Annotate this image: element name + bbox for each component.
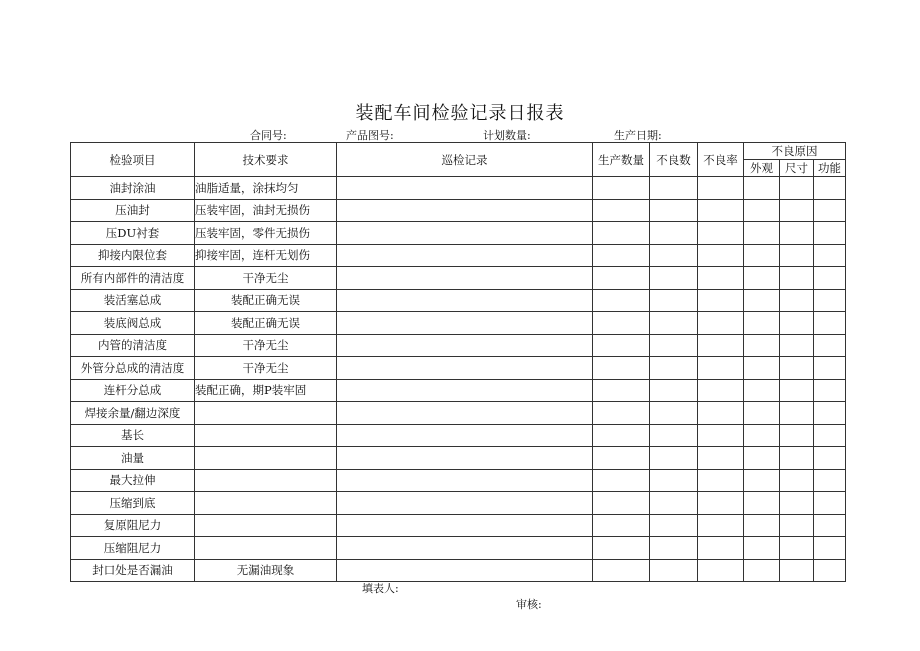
row-requirement: 油脂适量，涂抹均匀 — [195, 177, 337, 200]
row-cause-function[interactable] — [814, 447, 846, 470]
row-defect-count[interactable] — [650, 177, 698, 200]
table-row — [71, 222, 846, 245]
row-requirement: 装配正确无误 — [195, 289, 337, 312]
row-cause-function[interactable] — [814, 424, 846, 447]
row-production-qty[interactable] — [593, 379, 650, 402]
row-defect-count[interactable] — [650, 424, 698, 447]
row-cause-appearance[interactable] — [744, 447, 780, 470]
row-cause-appearance[interactable] — [744, 469, 780, 492]
header-cause-dimension: 尺寸 — [780, 160, 814, 177]
row-requirement: 抑接牢固，连杆无划伤 — [195, 244, 337, 267]
row-defect-rate[interactable] — [698, 267, 744, 290]
row-cause-appearance[interactable] — [744, 222, 780, 245]
row-cause-appearance[interactable] — [744, 334, 780, 357]
row-defect-count[interactable] — [650, 492, 698, 515]
row-requirement — [195, 447, 337, 470]
row-cause-function[interactable] — [814, 312, 846, 335]
row-cause-dimension[interactable] — [780, 402, 814, 425]
row-cause-function[interactable] — [814, 244, 846, 267]
row-patrol-record[interactable] — [337, 357, 593, 380]
row-defect-count[interactable] — [650, 222, 698, 245]
header-production-qty: 生产数量 — [593, 143, 650, 177]
row-requirement: 干净无尘 — [195, 357, 337, 380]
row-requirement: 干净无尘 — [195, 334, 337, 357]
row-cause-function[interactable] — [814, 492, 846, 515]
row-cause-dimension[interactable] — [780, 199, 814, 222]
row-patrol-record[interactable] — [337, 312, 593, 335]
row-defect-rate[interactable] — [698, 312, 744, 335]
row-production-qty[interactable] — [593, 312, 650, 335]
row-item: 焊接余量/翻边深度 — [71, 402, 195, 425]
row-patrol-record[interactable] — [337, 537, 593, 560]
row-cause-appearance[interactable] — [744, 402, 780, 425]
row-cause-appearance[interactable] — [744, 537, 780, 560]
row-defect-rate[interactable] — [698, 222, 744, 245]
row-cause-dimension[interactable] — [780, 379, 814, 402]
table-row — [71, 312, 846, 335]
row-patrol-record[interactable] — [337, 289, 593, 312]
table-row — [71, 559, 846, 582]
row-defect-rate[interactable] — [698, 514, 744, 537]
table-row — [71, 402, 846, 425]
row-defect-count[interactable] — [650, 199, 698, 222]
row-defect-count[interactable] — [650, 312, 698, 335]
header-defect-rate: 不良率 — [698, 143, 744, 177]
row-cause-appearance[interactable] — [744, 177, 780, 200]
row-production-qty[interactable] — [593, 447, 650, 470]
row-defect-count[interactable] — [650, 334, 698, 357]
row-defect-count[interactable] — [650, 537, 698, 560]
row-patrol-record[interactable] — [337, 267, 593, 290]
table-row — [71, 424, 846, 447]
row-cause-dimension[interactable] — [780, 424, 814, 447]
row-defect-count[interactable] — [650, 289, 698, 312]
row-requirement — [195, 424, 337, 447]
row-defect-rate[interactable] — [698, 379, 744, 402]
row-cause-dimension[interactable] — [780, 537, 814, 560]
row-item: 复原阻尼力 — [71, 514, 195, 537]
row-defect-count[interactable] — [650, 559, 698, 582]
row-item: 压DU衬套 — [71, 222, 195, 245]
row-cause-appearance[interactable] — [744, 312, 780, 335]
row-production-qty[interactable] — [593, 244, 650, 267]
row-defect-rate[interactable] — [698, 177, 744, 200]
row-defect-rate[interactable] — [698, 199, 744, 222]
inspection-table — [70, 142, 846, 582]
row-patrol-record[interactable] — [337, 334, 593, 357]
row-requirement — [195, 492, 337, 515]
row-cause-appearance[interactable] — [744, 559, 780, 582]
row-patrol-record[interactable] — [337, 244, 593, 267]
row-patrol-record[interactable] — [337, 514, 593, 537]
row-production-qty[interactable] — [593, 357, 650, 380]
header-row-top — [71, 143, 846, 160]
row-defect-count[interactable] — [650, 402, 698, 425]
table-row — [71, 244, 846, 267]
row-requirement: 装配正确，期P装牢固 — [195, 379, 337, 402]
row-production-qty[interactable] — [593, 424, 650, 447]
row-cause-dimension[interactable] — [780, 222, 814, 245]
row-production-qty[interactable] — [593, 492, 650, 515]
table-row — [71, 199, 846, 222]
row-defect-rate[interactable] — [698, 244, 744, 267]
table-row — [71, 537, 846, 560]
row-defect-rate[interactable] — [698, 334, 744, 357]
row-requirement: 装配正确无误 — [195, 312, 337, 335]
row-defect-rate[interactable] — [698, 447, 744, 470]
row-cause-dimension[interactable] — [780, 289, 814, 312]
row-cause-appearance[interactable] — [744, 357, 780, 380]
row-requirement: 干净无尘 — [195, 267, 337, 290]
row-cause-dimension[interactable] — [780, 177, 814, 200]
row-item: 内管的清洁度 — [71, 334, 195, 357]
row-cause-appearance[interactable] — [744, 514, 780, 537]
row-production-qty[interactable] — [593, 514, 650, 537]
report-title: 装配车间检验记录日报表 — [355, 103, 565, 124]
row-requirement — [195, 469, 337, 492]
row-cause-function[interactable] — [814, 177, 846, 200]
row-cause-appearance[interactable] — [744, 379, 780, 402]
header-cause-function: 功能 — [814, 160, 846, 177]
row-cause-function[interactable] — [814, 334, 846, 357]
table-row — [71, 492, 846, 515]
row-item: 装活塞总成 — [71, 289, 195, 312]
row-patrol-record[interactable] — [337, 424, 593, 447]
row-production-qty[interactable] — [593, 334, 650, 357]
row-item: 油量 — [71, 447, 195, 470]
row-defect-rate[interactable] — [698, 357, 744, 380]
row-defect-rate[interactable] — [698, 289, 744, 312]
row-patrol-record[interactable] — [337, 492, 593, 515]
table-row — [71, 447, 846, 470]
row-requirement: 压装牢固，油封无损伤 — [195, 199, 337, 222]
row-defect-count[interactable] — [650, 447, 698, 470]
row-cause-function[interactable] — [814, 357, 846, 380]
row-patrol-record[interactable] — [337, 177, 593, 200]
table-row — [71, 177, 846, 200]
row-item: 压油封 — [71, 199, 195, 222]
filler-label: 填表人: — [362, 582, 399, 595]
row-requirement: 无漏油现象 — [195, 559, 337, 582]
row-item: 封口处是否漏油 — [71, 559, 195, 582]
row-defect-rate[interactable] — [698, 559, 744, 582]
contract-no-label: 合同号: — [250, 129, 287, 142]
row-production-qty[interactable] — [593, 199, 650, 222]
row-patrol-record[interactable] — [337, 199, 593, 222]
row-defect-rate[interactable] — [698, 469, 744, 492]
row-cause-appearance[interactable] — [744, 492, 780, 515]
row-production-qty[interactable] — [593, 177, 650, 200]
row-item: 压缩到底 — [71, 492, 195, 515]
row-defect-count[interactable] — [650, 267, 698, 290]
row-patrol-record[interactable] — [337, 469, 593, 492]
table-row — [71, 267, 846, 290]
table-row — [71, 379, 846, 402]
row-cause-appearance[interactable] — [744, 289, 780, 312]
row-cause-appearance[interactable] — [744, 244, 780, 267]
row-patrol-record[interactable] — [337, 447, 593, 470]
row-defect-count[interactable] — [650, 469, 698, 492]
row-production-qty[interactable] — [593, 289, 650, 312]
row-requirement — [195, 537, 337, 560]
row-production-qty[interactable] — [593, 469, 650, 492]
row-defect-count[interactable] — [650, 514, 698, 537]
row-defect-count[interactable] — [650, 244, 698, 267]
row-cause-dimension[interactable] — [780, 559, 814, 582]
table-row — [71, 334, 846, 357]
row-defect-count[interactable] — [650, 357, 698, 380]
row-requirement — [195, 514, 337, 537]
row-production-qty[interactable] — [593, 537, 650, 560]
production-date-label: 生产日期: — [614, 129, 662, 142]
row-cause-function[interactable] — [814, 559, 846, 582]
row-cause-dimension[interactable] — [780, 492, 814, 515]
row-cause-function[interactable] — [814, 267, 846, 290]
row-cause-dimension[interactable] — [780, 447, 814, 470]
row-patrol-record[interactable] — [337, 379, 593, 402]
row-cause-function[interactable] — [814, 289, 846, 312]
row-item: 所有内部件的清洁度 — [71, 267, 195, 290]
row-cause-dimension[interactable] — [780, 312, 814, 335]
row-cause-function[interactable] — [814, 514, 846, 537]
row-requirement — [195, 402, 337, 425]
table-row — [71, 289, 846, 312]
header-requirement: 技术要求 — [195, 143, 337, 177]
row-patrol-record[interactable] — [337, 402, 593, 425]
row-item: 压缩阻尼力 — [71, 537, 195, 560]
row-cause-dimension[interactable] — [780, 267, 814, 290]
table-row — [71, 514, 846, 537]
row-production-qty[interactable] — [593, 222, 650, 245]
row-defect-rate[interactable] — [698, 492, 744, 515]
row-item: 抑接内限位套 — [71, 244, 195, 267]
header-defect-cause: 不良原因 — [744, 143, 846, 160]
row-item: 油封涂油 — [71, 177, 195, 200]
row-cause-dimension[interactable] — [780, 244, 814, 267]
row-item: 外管分总成的清洁度 — [71, 357, 195, 380]
reviewer-label: 审核: — [516, 598, 542, 611]
row-defect-count[interactable] — [650, 379, 698, 402]
row-production-qty[interactable] — [593, 402, 650, 425]
row-defect-rate[interactable] — [698, 402, 744, 425]
row-item: 最大拉伸 — [71, 469, 195, 492]
row-requirement: 压装牢固，零件无损伤 — [195, 222, 337, 245]
row-cause-dimension[interactable] — [780, 514, 814, 537]
row-cause-function[interactable] — [814, 379, 846, 402]
header-defect-count: 不良数 — [650, 143, 698, 177]
row-patrol-record[interactable] — [337, 222, 593, 245]
row-defect-rate[interactable] — [698, 537, 744, 560]
header-item: 检验项目 — [71, 143, 195, 177]
table-row — [71, 357, 846, 380]
row-item: 装底阀总成 — [71, 312, 195, 335]
drawing-no-label: 产品图号: — [346, 129, 394, 142]
row-patrol-record[interactable] — [337, 559, 593, 582]
header-cause-appearance: 外观 — [744, 160, 780, 177]
header-patrol-record: 巡检记录 — [337, 143, 593, 177]
row-cause-appearance[interactable] — [744, 267, 780, 290]
row-cause-dimension[interactable] — [780, 334, 814, 357]
row-cause-function[interactable] — [814, 222, 846, 245]
row-cause-function[interactable] — [814, 537, 846, 560]
row-cause-function[interactable] — [814, 402, 846, 425]
row-cause-appearance[interactable] — [744, 424, 780, 447]
row-cause-function[interactable] — [814, 199, 846, 222]
row-cause-appearance[interactable] — [744, 199, 780, 222]
row-cause-dimension[interactable] — [780, 357, 814, 380]
planned-qty-label: 计划数量: — [483, 129, 531, 142]
row-cause-function[interactable] — [814, 469, 846, 492]
table-row — [71, 469, 846, 492]
row-item: 连杆分总成 — [71, 379, 195, 402]
row-production-qty[interactable] — [593, 267, 650, 290]
row-cause-dimension[interactable] — [780, 469, 814, 492]
row-production-qty[interactable] — [593, 559, 650, 582]
row-defect-rate[interactable] — [698, 424, 744, 447]
row-item: 基长 — [71, 424, 195, 447]
